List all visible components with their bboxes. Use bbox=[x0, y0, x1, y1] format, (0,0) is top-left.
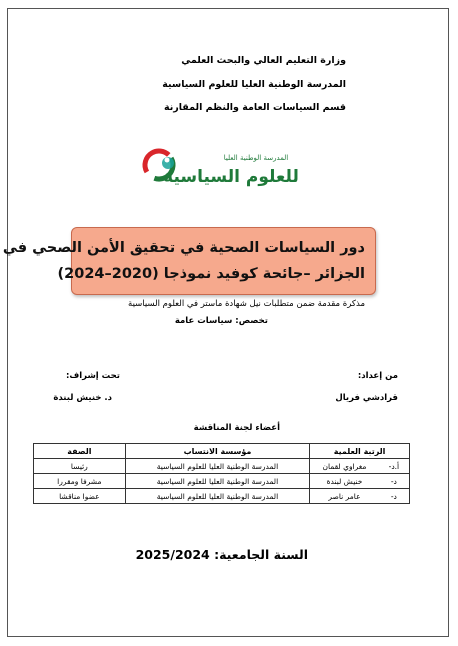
member-role: عضوا مناقشا bbox=[34, 489, 126, 504]
member-name: مغراوي لقمان bbox=[310, 459, 379, 474]
logo-subtitle: المدرسة الوطنية العليا bbox=[223, 154, 289, 162]
member-role: مشرفا ومقررا bbox=[34, 474, 126, 489]
committee-row bbox=[34, 459, 410, 474]
thesis-subtitle: مذكرة مقدمة ضمن متطلبات نيل شهادة ماستر في العلوم السياسية bbox=[128, 299, 365, 309]
thesis-title-box bbox=[2, 227, 376, 295]
school-logo bbox=[138, 140, 299, 192]
committee-title: أعضاء لجنة المناقشة bbox=[193, 423, 280, 433]
ministry-name: وزارة التعليم العالي والبحث العلمي bbox=[181, 55, 346, 66]
member-rank: د- bbox=[379, 489, 410, 504]
member-name: عامر ناصر bbox=[310, 489, 379, 504]
academic-year: السنة الجامعية: 2025/2024 bbox=[135, 547, 308, 562]
student-name: قرادشي فريال bbox=[335, 393, 398, 403]
member-institution: المدرسة الوطنية العليا للعلوم السياسية bbox=[125, 474, 310, 489]
specialty: تخصص: سياسات عامة bbox=[174, 316, 268, 326]
header-rank: الرتبة العلمية bbox=[310, 444, 410, 459]
member-institution: المدرسة الوطنية العليا للعلوم السياسية bbox=[125, 459, 310, 474]
committee-header-row bbox=[34, 444, 410, 459]
committee-table bbox=[33, 443, 410, 504]
thesis-title-line1: دور السياسات الصحية في تحقيق الأمن الصحي في bbox=[2, 240, 365, 256]
logo-title: للعلوم السياسية bbox=[163, 167, 299, 187]
member-name: خنيش لبندة bbox=[310, 474, 379, 489]
supervised-by-label: تحت إشراف: bbox=[65, 371, 120, 381]
school-name: المدرسة الوطنية العليا للعلوم السياسية bbox=[162, 79, 346, 90]
department-name: قسم السياسات العامة والنظم المقارنة bbox=[163, 102, 346, 113]
member-rank: د- bbox=[379, 474, 410, 489]
committee-row bbox=[34, 489, 410, 504]
supervisor-name: د. خنيش لبندة bbox=[53, 393, 112, 403]
member-rank: أ.د- bbox=[379, 459, 410, 474]
header-institution: مؤسسة الانتساب bbox=[125, 444, 310, 459]
member-institution: المدرسة الوطنية العليا للعلوم السياسية bbox=[125, 489, 310, 504]
member-role: رئيسا bbox=[34, 459, 126, 474]
prepared-by-label: من إعداد: bbox=[357, 371, 398, 381]
committee-row bbox=[34, 474, 410, 489]
header-role: الصفة bbox=[34, 444, 126, 459]
thesis-title-line2: الجزائر –جائحة كوفيد نموذجا (2020–2024) bbox=[57, 266, 365, 282]
